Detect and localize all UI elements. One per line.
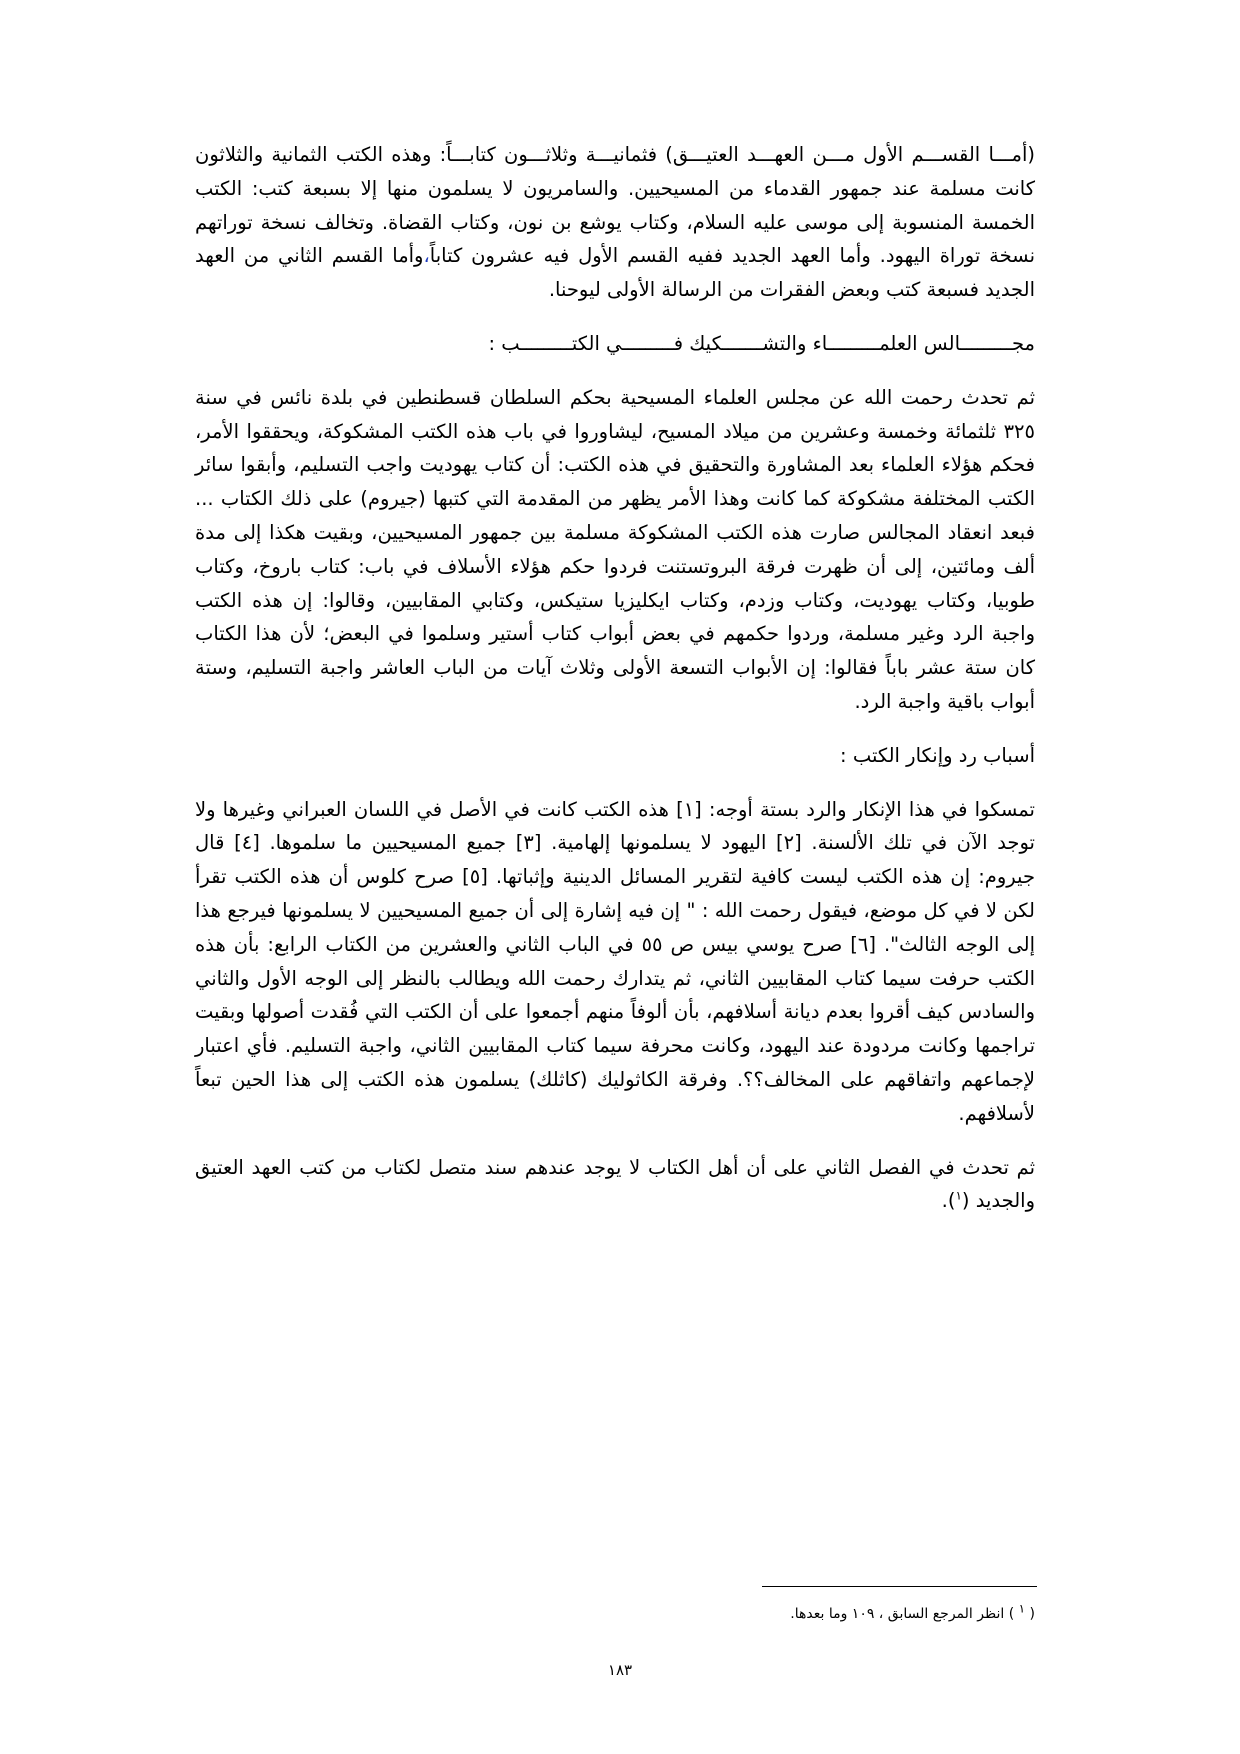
footnote-reference[interactable]: ١	[955, 1188, 962, 1203]
footnote-divider	[762, 1586, 1037, 1587]
paragraph-chapter	[195, 1151, 1035, 1219]
heading-reasons: أسباب رد وإنكار الكتب :	[840, 743, 1035, 767]
footnote-close: )	[1008, 1606, 1015, 1622]
footnote-text: انظر المرجع السابق ، ١٠٩ وما بعدها.	[790, 1606, 1005, 1622]
paragraph-canon-part1: (أمـــا القســـم الأول مـــن العهـــد العتيـــق) فثمانيـــة وثلاثـــون كتابـــاً: وهذه الكتب الثمانية والثلاثون كانت مسلمة عند جمهور القدماء من المسيحيين. والسامريون لا يسلمون منها إلا بسبعة كتب: الكتب الخمسة المنسوبة إلى موسى عليه السلام، وكتاب يوشع بن نون، وكتاب القضاة. وتخالف نسخة توراتهم نسخة توراة اليهود. وأما العهد الجديد ففيه القسم الأول فيه عشرون كتاباً	[195, 143, 1035, 268]
paragraph-canon-part2: وأما القسم الثاني من العهد الجديد فسبعة كتب وبعض الفقرات من الرسالة الأولى ليوحنا.	[195, 244, 1035, 302]
paragraph-reasons: تمسكوا في هذا الإنكار والرد بستة أوجه: [١] هذه الكتب كانت في الأصل في اللسان العبراني وغيرها ولا توجد الآن في تلك الألسنة. [٢] اليهود لا يسلمونها إلهامية. [٣] جميع المسيحيين ما سلموها. [٤] قال جيروم: إن هذه الكتب ليست كافية لتقرير المسائل الدينية وإثباتها. [٥] صرح كلوس أن هذه الكتب تقرأ لكن لا في كل موضع، فيقول رحمت الله : " إن فيه إشارة إلى أن جميع المسيحيين لا يسلمونها فيرجع هذا إلى الوجه الثالث". [٦] صرح يوسي بيس ص ٥٥ في الباب الثاني والعشرين من الكتاب الرابع: بأن هذه الكتب حرفت سيما كتاب المقابيين الثاني، ثم يتدارك رحمت الله ويطالب بالنظر إلى الوجه الأول والثاني والسادس كيف أقروا بعدم ديانة أسلافهم، بأن ألوفاً منهم أجمعوا على أن الكتب التي فُقدت أصولها وبقيت تراجمها وكانت مردودة عند اليهود، وكانت محرفة سيما كتاب المقابيين الثاني، واجبة التسليم. فأي اعتبار لإجماعهم واتفاقهم على المخالف؟؟. وفرقة الكاثوليك (كاثلك) يسلمون هذه الكتب إلى هذا الحين تبعاً لأسلافهم.	[195, 797, 1035, 1125]
blue-comma: ،	[423, 244, 430, 268]
footnote-open: (	[1029, 1606, 1035, 1622]
paragraph-canon	[195, 138, 1035, 307]
main-text	[195, 138, 1035, 1218]
paragraph-chapter-text: ثم تحدث في الفصل الثاني على أن أهل الكتاب لا يوجد عندهم سند متصل لكتاب من كتب العهد العتيق والجديد (	[195, 1155, 1035, 1213]
footnote	[535, 1601, 1035, 1624]
heading-council: مجـــــــــالس العلمـــــــــاء والتشـــــــكيك فـــــــــي الكتـــــــــب :	[488, 331, 1035, 355]
page-number: ١٨٣	[607, 1661, 633, 1679]
paragraph-chapter-end: ).	[941, 1189, 956, 1213]
paragraph-council: ثم تحدث رحمت الله عن مجلس العلماء المسيحية بحكم السلطان قسطنطين في بلدة نائس في سنة ٣٢٥ ثلثمائة وخمسة وعشرين من ميلاد المسيح، ليشاوروا في باب هذه الكتب المشكوكة، ويحققوا الأمر، فحكم هؤلاء العلماء بعد المشاورة والتحقيق في هذه الكتب: أن كتاب يهوديت واجب التسليم، وأبقوا سائر الكتب المختلفة مشكوكة كما كانت وهذا الأمر يظهر من المقدمة التي كتبها (جيروم) على ذلك الكتاب ... فبعد انعقاد المجالس صارت هذه الكتب المشكوكة مسلمة بين جمهور المسيحيين، وبقيت هكذا إلى مدة ألف ومائتين، إلى أن ظهرت فرقة البروتستنت فردوا حكم هؤلاء الأسلاف في باب: كتاب باروخ، وكتاب طوبيا، وكتاب يهوديت، وكتاب وزدم، وكتاب ايكليزيا ستيكس، وكتابي المقابيين، وقالوا: إن هذه الكتب واجبة الرد وغير مسلمة، وردوا حكمهم في بعض أبواب كتاب أستير وسلموا في البعض؛ لأن هذا الكتاب كان ستة عشر باباً فقالوا: إن الأبواب التسعة الأولى وثلاث آيات من الباب العاشر واجبة التسليم، وستة أبواب باقية واجبة الرد.	[195, 385, 1035, 713]
footnote-number: ١	[1018, 1601, 1026, 1616]
